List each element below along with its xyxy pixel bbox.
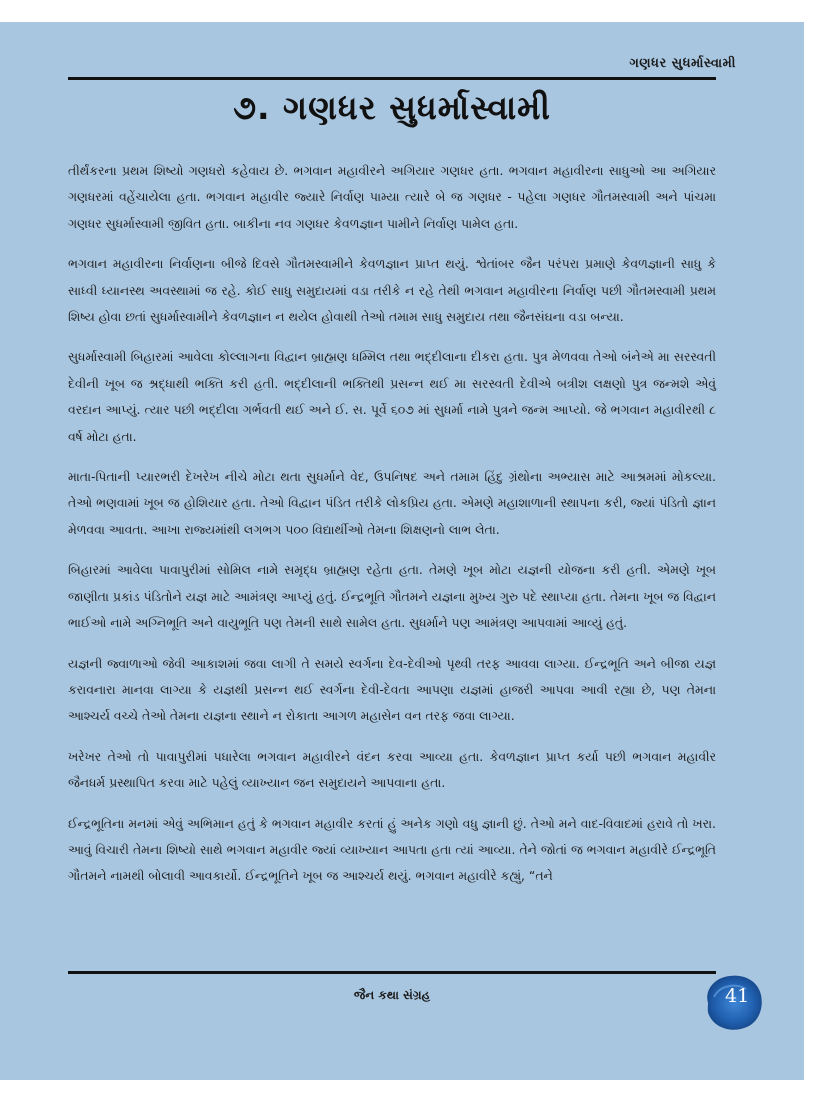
header-rule [68,77,716,80]
paragraph: ખરેખર તેઓ તો પાવાપુરીમાં પધારેલા ભગવાન મહાવીરને વંદન કરવા આવ્યા હતા. કેવળજ્ઞાન પ્રાપ્ત કર્યા પછી ભગવાન મહાવીર જૈનધર્મ પ્રસ્થાપિત કરવા માટે પહેલું વ્યાખ્યાન જન સમુદાયને આપવાના હતા. [68,748,716,791]
paragraph: યજ્ઞની જ્વાળાઓ જેવી આકાશમાં જવા લાગી તે સમયે સ્વર્ગના દેવ-દેવીઓ પૃથ્વી તરફ આવવા લાગ્યા. ઈન્દ્રભૂતિ અને બીજા યજ્ઞ કરાવનારા માનવા લાગ્યા કે યજ્ઞથી પ્રસન્ન થઈ સ્વર્ગના દેવી-દેવતા આપણા યજ્ઞમાં હાજરી આપવા આવી રહ્યા છે, પણ તેમના આશ્ચર્ય વચ્ચે તેઓ તેમના યજ્ઞના સ્થાને ન રોકાતા આગળ મહાસેન વન તરફ જવા લાગ્યા. [68,655,716,724]
book-title: જૈન કથા સંગ્રહ [353,988,431,1002]
chapter-title: ૭. ગણધર સુધર્માસ્વામી [233,88,551,127]
paragraph: સુધર્માસ્વામી બિહારમાં આવેલા કોલ્લાગના વિદ્વાન બ્રાહ્મણ ધમ્મિલ તથા ભદ્દીલાના દીકરા હતા. પુત્ર મેળવવા તેઓ બંનેએ મા સરસ્વતી દેવીની ખૂબ જ શ્રદ્ધાથી ભક્તિ કરી હતી. ભદ્દીલાની ભક્તિથી પ્રસન્ન થઈ મા સરસ્વતી દેવીએ બત્રીશ લક્ષણો પુત્ર જન્મશે એવું વરદાન આપ્યું. ત્યાર પછી ભદ્દીલા ગર્ભવતી થઈ અને ઈ. સ. પૂર્વે ૬૦૭ માં સુધર્મા નામે પુત્રને જન્મ આપ્યો. જે ભગવાન મહાવીરથી ૮ વર્ષ મોટા હતા. [68,349,716,444]
paragraph: તીર્થંકરના પ્રથમ શિષ્યો ગણધરો કહેવાય છે. ભગવાન મહાવીરને અગિયાર ગણધર હતા. ભગવાન મહાવીરના સાધુઓ આ અગિયાર ગણધરમાં વહેંચાયેલા હતા. ભગવાન મહાવીર જ્યારે નિર્વાણ પામ્યા ત્યારે બે જ ગણધર - પહેલા ગણધર ગૌતમસ્વામી અને પાંચમા ગણધર સુધર્માસ્વામી જીવિત હતા. બાકીના નવ ગણધર કેવળજ્ઞાન પામીને નિર્વાણ પામેલ હતા. [68,163,716,231]
paragraph: ભગવાન મહાવીરના નિર્વાણના બીજે દિવસે ગૌતમસ્વામીને કેવળજ્ઞાન પ્રાપ્ત થયું. શ્વેતાંબર જૈન પરંપરા પ્રમાણે કેવળજ્ઞાની સાધુ કે સાધ્વી ધ્યાનસ્થ અવસ્થામાં જ રહે. કોઈ સાધુ સમુદાયમાં વડા તરીકે ન રહે તેથી ભગવાન મહાવીરના નિર્વાણ પછી ગૌતમસ્વામી પ્રથમ શિષ્ય હોવા છતાં સુધર્માસ્વામીને કેવળજ્ઞાન ન થયેલ હોવાથી તેઓ તમામ સાધુ સમુદાય તથા જૈનસંઘના વડા બન્યા. [68,256,716,325]
running-head: ગણધર સુધર્માસ્વામી [629,56,736,71]
paragraph: બિહારમાં આવેલા પાવાપુરીમાં સોમિલ નામે સમૃદ્ધ બ્રાહ્મણ રહેતા હતા. તેમણે ખૂબ મોટા યજ્ઞની યોજના કરી હતી. એમણે ખૂબ જાણીતા પ્રકાંડ પંડિતોને યજ્ઞ માટે આમંત્રણ આપ્યું હતું. ઈન્દ્રભૂતિ ગૌતમને યજ્ઞના મુખ્ય ગુરુ પદે સ્થાપ્યા હતા. તેમના ખૂબ જ વિદ્વાન ભાઈઓ નામે અગ્નિભૂતિ અને વાયુભૂતિ પણ તેમની સાથે સામેલ હતા. સુધર્માને પણ આમંત્રણ આપવામાં આવ્યું હતું. [68,562,716,631]
body-text [68,158,716,904]
footer-rule [68,971,716,974]
page-number: 41 [725,985,750,1007]
paragraph: માતા-પિતાની પ્યારભરી દેખરેખ નીચે મોટા થતા સુધર્માને વેદ, ઉપનિષદ અને તમામ હિંદુ ગ્રંથોના અભ્યાસ માટે આશ્રમમાં મોકલ્યા. તેઓ ભણવામાં ખૂબ જ હોશિયાર હતા. તેઓ વિદ્વાન પંડિત તરીકે લોકપ્રિય હતા. એમણે મહાશાળાની સ્થાપના કરી, જ્યાં પંડિતો જ્ઞાન મેળવવા આવતા. આખા રાજ્યમાંથી લગભગ ૫૦૦ વિદ્યાર્થીઓ તેમના શિક્ષણનો લાભ લેતા. [68,469,716,537]
paragraph: ઈન્દ્રભૂતિના મનમાં એવું અભિમાન હતું કે ભગવાન મહાવીર કરતાં હું અનેક ગણો વધુ જ્ઞાની છું. તેઓ મને વાદ-વિવાદમાં હરાવે તો ખરા. આવું વિચારી તેમના શિષ્યો સાથે ભગવાન મહાવીર જ્યાં વ્યાખ્યાન આપતા હતા ત્યાં આવ્યા. તેને જોતાં જ ભગવાન મહાવીરે ઈન્દ્રભૂતિ ગૌતમને નામથી બોલાવી આવકાર્યો. ઈન્દ્રભૂતિને ખૂબ જ આશ્ચર્ય થયું. ભગવાન મહાવીરે કહ્યું, “તને [68,815,716,884]
